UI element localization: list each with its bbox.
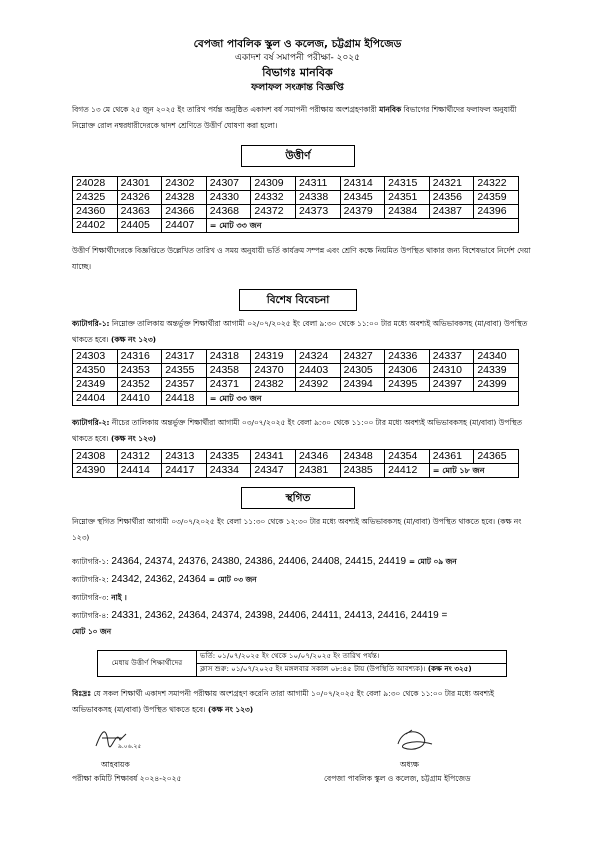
deferred-cat2: ক্যাটাগরি-২: 24342, 24362, 24364 = মোট ০৩ জন [72, 574, 257, 585]
passed-roll-cell: 24405 [117, 219, 162, 233]
convener-org: পরীক্ষা কমিটি শিক্ষাবর্ষ ২০২৪-২০২৫ [72, 774, 182, 783]
special-cat1-roll-cell: 24306 [385, 364, 430, 378]
special-cat2-roll-cell: 24335 [206, 450, 251, 464]
passed-note: উত্তীর্ণ শিক্ষার্থীদেরকে বিজ্ঞপ্তিতে উল্লেখিত তারিখ ও সময় অনুযায়ী ভর্তি কার্যক্রম সম্পন্ন এবং শ্রেণি কক্ষে নিয়মিত উপস্থিত থাকার জন্য বিশেষভাবে নির্দেশ দেয়া যাচ্ছে। [72, 246, 531, 271]
division-title: বিভাগঃ মানবিক [262, 66, 333, 79]
special-cat2-roll-cell: 24361 [429, 450, 474, 464]
special-cat1-roll-cell: 24370 [251, 364, 296, 378]
special-cat1-roll-cell: 24382 [251, 378, 296, 392]
special-cat1-row [73, 364, 519, 378]
info-admission-cell: ভর্তি: ০১/০৭/২০২৫ ইং থেকে ১০/০৭/২০২৫ ইং তারিখ পর্যন্ত। [197, 651, 507, 664]
special-cat2-roll-cell: 24341 [251, 450, 296, 464]
special-cat1-roll-cell: 24399 [474, 378, 519, 392]
special-cat2-roll-cell: 24381 [295, 464, 340, 478]
special-cat1-roll-cell: 24404 [73, 392, 118, 406]
passed-roll-cell: 24345 [340, 191, 385, 205]
passed-row [73, 205, 519, 219]
passed-row [73, 191, 519, 205]
special-cat2-roll-cell: 24308 [73, 450, 118, 464]
special-cat2-row [73, 450, 519, 464]
passed-roll-cell: 24356 [429, 191, 474, 205]
special-cat1-roll-cell: 24303 [73, 350, 118, 364]
special-cat1-roll-cell: 24339 [474, 364, 519, 378]
deferred-cat3: ক্যাটাগরি-৩: নাই । [72, 593, 127, 602]
special-cat1-roll-cell: 24353 [117, 364, 162, 378]
passed-roll-cell: 24302 [162, 177, 207, 191]
passed-roll-cell: 24360 [73, 205, 118, 219]
passed-roll-cell: 24368 [206, 205, 251, 219]
special-cat2-roll-cell: 24313 [162, 450, 207, 464]
special-cat1-roll-cell: 24371 [206, 378, 251, 392]
special-cat1-roll-cell: 24319 [251, 350, 296, 364]
special-cat2-roll-cell: 24354 [385, 450, 430, 464]
notice-title: ফলাফল সংক্রান্ত বিজ্ঞপ্তি [251, 82, 344, 93]
special-cat2-roll-cell: 24412 [385, 464, 430, 478]
special-cat1-roll-cell: 24410 [117, 392, 162, 406]
special-cat2-roll-cell: 24347 [251, 464, 296, 478]
special-cat2-roll-cell: 24390 [73, 464, 118, 478]
special-cat1-roll-cell: 24394 [340, 378, 385, 392]
special-cat1-roll-cell: 24350 [73, 364, 118, 378]
passed-roll-cell: 24338 [295, 191, 340, 205]
special-cat1-roll-cell: 24395 [385, 378, 430, 392]
info-left-cell: মেধায় উত্তীর্ণ শিক্ষার্থীদের [98, 651, 197, 677]
special-heading: বিশেষ বিবেচনা [239, 289, 357, 311]
deferred-cat4: ক্যাটাগরি-৪: 24331, 24362, 24364, 24374, 24398, 24406, 24411, 24413, 24416, 24419 = [72, 610, 448, 621]
special-cat1-roll-cell: 24317 [162, 350, 207, 364]
special-cat1-roll-cell: 24316 [117, 350, 162, 364]
principal-signature [392, 726, 438, 756]
special-cat2-roll-cell: 24417 [162, 464, 207, 478]
special-cat2-row [73, 464, 519, 478]
convener-signature-date: ৯.০৬.২৫ [118, 743, 142, 750]
passed-roll-cell: 24351 [385, 191, 430, 205]
special-cat2-roll-cell: 24312 [117, 450, 162, 464]
principal-title: অধ্যক্ষ [400, 760, 419, 769]
special-cat1-roll-cell: 24358 [206, 364, 251, 378]
passed-roll-cell: 24307 [206, 177, 251, 191]
special-cat1-text: ক্যাটাগরি-১: নিম্নোক্ত তালিকায় অন্তর্ভুক্ত শিক্ষার্থীরা আগামী ০২/০৭/২০২৫ ইং বেলা ৯:৩০ থেকে ১১:০০ টার মধ্যে অবশ্যই অভিভাবকসহ (মা/বাবা) উপস্থিত থাকতে হবে। (কক্ষ নং ১২৩) [72, 319, 528, 344]
passed-roll-cell: 24373 [295, 205, 340, 219]
passed-roll-cell: 24315 [385, 177, 430, 191]
passed-roll-cell: 24379 [340, 205, 385, 219]
exam-title: একাদশ বর্ষ সমাপনী পরীক্ষা- ২০২৫ [234, 53, 360, 63]
special-cat1-roll-cell: 24357 [162, 378, 207, 392]
footnote: বিঃদ্রঃ যে সকল শিক্ষার্থী একাদশ সমাপনী পরীক্ষায় অংশগ্রহণ করেনি তারা আগামী ১০/০৭/২০২৫ ইং বেলা ৯:৩০ থেকে ১১:০০ টার মধ্যে অবশ্যই অভিভাবকসহ (মা/বাবা) উপস্থিত থাকতে হবে। (কক্ষ নং ১২৩) [72, 689, 495, 714]
passed-row [73, 219, 519, 233]
special-cat1-roll-cell: 24349 [73, 378, 118, 392]
special-cat2-text: ক্যাটাগরি-২: নীচের তালিকায় অন্তর্ভুক্ত শিক্ষার্থীরা আগামী ০৩/০৭/২০২৫ ইং বেলা ৯:৩০ থেকে ১১:০০ টার মধ্যে অবশ্যই অভিভাবকসহ (মা/বাবা) উপস্থিত থাকতে হবে। (কক্ষ নং ১২৩) [72, 418, 522, 443]
special-cat1-roll-cell: 24355 [162, 364, 207, 378]
special-cat1-roll-cell: 24310 [429, 364, 474, 378]
passed-roll-cell: 24328 [162, 191, 207, 205]
special-cat2-roll-cell: 24346 [295, 450, 340, 464]
special-cat1-roll-cell: 24418 [162, 392, 207, 406]
passed-roll-cell: 24301 [117, 177, 162, 191]
special-cat1-roll-cell: 24340 [474, 350, 519, 364]
passed-roll-cell: 24322 [474, 177, 519, 191]
intro-paragraph: বিগত ১৩ মে থেকে ২৫ জুন ২০২৫ ইং তারিখ পর্যন্ত অনুষ্ঠিত একাদশ বর্ষ সমাপনী পরীক্ষায় অংশগ্রহণকারী মানবিক বিভাগের শিক্ষার্থীদের ফলাফল অনুযায়ী নিম্নোক্ত রোল নম্বরধারীদেরকে দ্বাদশ শ্রেণিতে উত্তীর্ণ ঘোষণা করা হলো। [72, 105, 517, 130]
special-cat2-roll-cell: 24414 [117, 464, 162, 478]
special-cat1-roll-cell: 24352 [117, 378, 162, 392]
deferred-text: নিম্নোক্ত স্থগিত শিক্ষার্থীরা আগামী ০৩/০৭/২০২৫ ইং বেলা ১১:৩০ থেকে ১২:৩০ টার মধ্যে অবশ্যই অভিভাবকসহ (মা/বাবা) উপস্থিত থাকতে হবে। (কক্ষ নং ১২৩) [72, 517, 522, 542]
info-class-start-cell: ক্লাস শুরু: ০১/০৭/২০২৫ ইং মঙ্গলবার সকাল ০৮:৪৫ টায় (উপস্থিতি আবশ্যক)। (কক্ষ নং ৩২৫) [197, 664, 507, 677]
special-cat1-roll-cell: 24327 [340, 350, 385, 364]
special-cat1-row [73, 392, 519, 406]
passed-roll-cell: 24372 [251, 205, 296, 219]
admission-info-table [97, 650, 507, 677]
passed-roll-cell: 24326 [117, 191, 162, 205]
passed-roll-cell: 24384 [385, 205, 430, 219]
passed-roll-cell: 24402 [73, 219, 118, 233]
special-cat1-row [73, 378, 519, 392]
passed-roll-cell: 24359 [474, 191, 519, 205]
special-cat1-roll-cell: 24336 [385, 350, 430, 364]
special-cat2-roll-cell: 24385 [340, 464, 385, 478]
passed-row [73, 177, 519, 191]
special-cat1-roll-cell: 24324 [295, 350, 340, 364]
special-cat2-roll-table [72, 449, 519, 478]
special-cat1-row [73, 350, 519, 364]
special-cat1-roll-cell: 24392 [295, 378, 340, 392]
passed-roll-cell: 24363 [117, 205, 162, 219]
special-cat2-roll-cell: 24348 [340, 450, 385, 464]
special-cat1-roll-cell: 24305 [340, 364, 385, 378]
passed-roll-cell: 24028 [73, 177, 118, 191]
special-cat1-total: = মোট ৩৩ জন [206, 392, 518, 406]
passed-roll-cell: 24309 [251, 177, 296, 191]
passed-roll-cell: 24325 [73, 191, 118, 205]
school-name: বেপজা পাবলিক স্কুল ও কলেজ, চট্টগ্রাম ইপিজেড [193, 38, 402, 50]
passed-roll-cell: 24396 [474, 205, 519, 219]
passed-roll-cell: 24366 [162, 205, 207, 219]
passed-heading: উত্তীর্ণ [241, 145, 355, 167]
convener-title: আহবায়ক [101, 760, 130, 769]
passed-roll-table [72, 176, 519, 233]
passed-roll-cell: 24314 [340, 177, 385, 191]
passed-roll-cell: 24407 [162, 219, 207, 233]
special-cat1-roll-cell: 24397 [429, 378, 474, 392]
passed-total: = মোট ৩৩ জন [206, 219, 518, 233]
special-cat1-roll-cell: 24337 [429, 350, 474, 364]
special-cat2-roll-cell: 24365 [474, 450, 519, 464]
special-cat2-roll-cell: 24334 [206, 464, 251, 478]
special-cat2-total: = মোট ১৮ জন [429, 464, 518, 478]
special-cat1-roll-cell: 24403 [295, 364, 340, 378]
passed-roll-cell: 24330 [206, 191, 251, 205]
principal-org: বেপজা পাবলিক স্কুল ও কলেজ, চট্টগ্রাম ইপিজেড [324, 774, 471, 783]
passed-roll-cell: 24311 [295, 177, 340, 191]
deferred-cat4-total: মোট ১০ জন [72, 627, 112, 636]
deferred-heading: স্থগিত [241, 487, 355, 509]
passed-roll-cell: 24321 [429, 177, 474, 191]
passed-roll-cell: 24387 [429, 205, 474, 219]
special-cat1-roll-cell: 24318 [206, 350, 251, 364]
deferred-cat1: ক্যাটাগরি-১: 24364, 24374, 24376, 24380, 24386, 24406, 24408, 24415, 24419 = মোট ০৯ জন [72, 556, 457, 567]
special-cat1-roll-table [72, 349, 519, 406]
passed-roll-cell: 24332 [251, 191, 296, 205]
